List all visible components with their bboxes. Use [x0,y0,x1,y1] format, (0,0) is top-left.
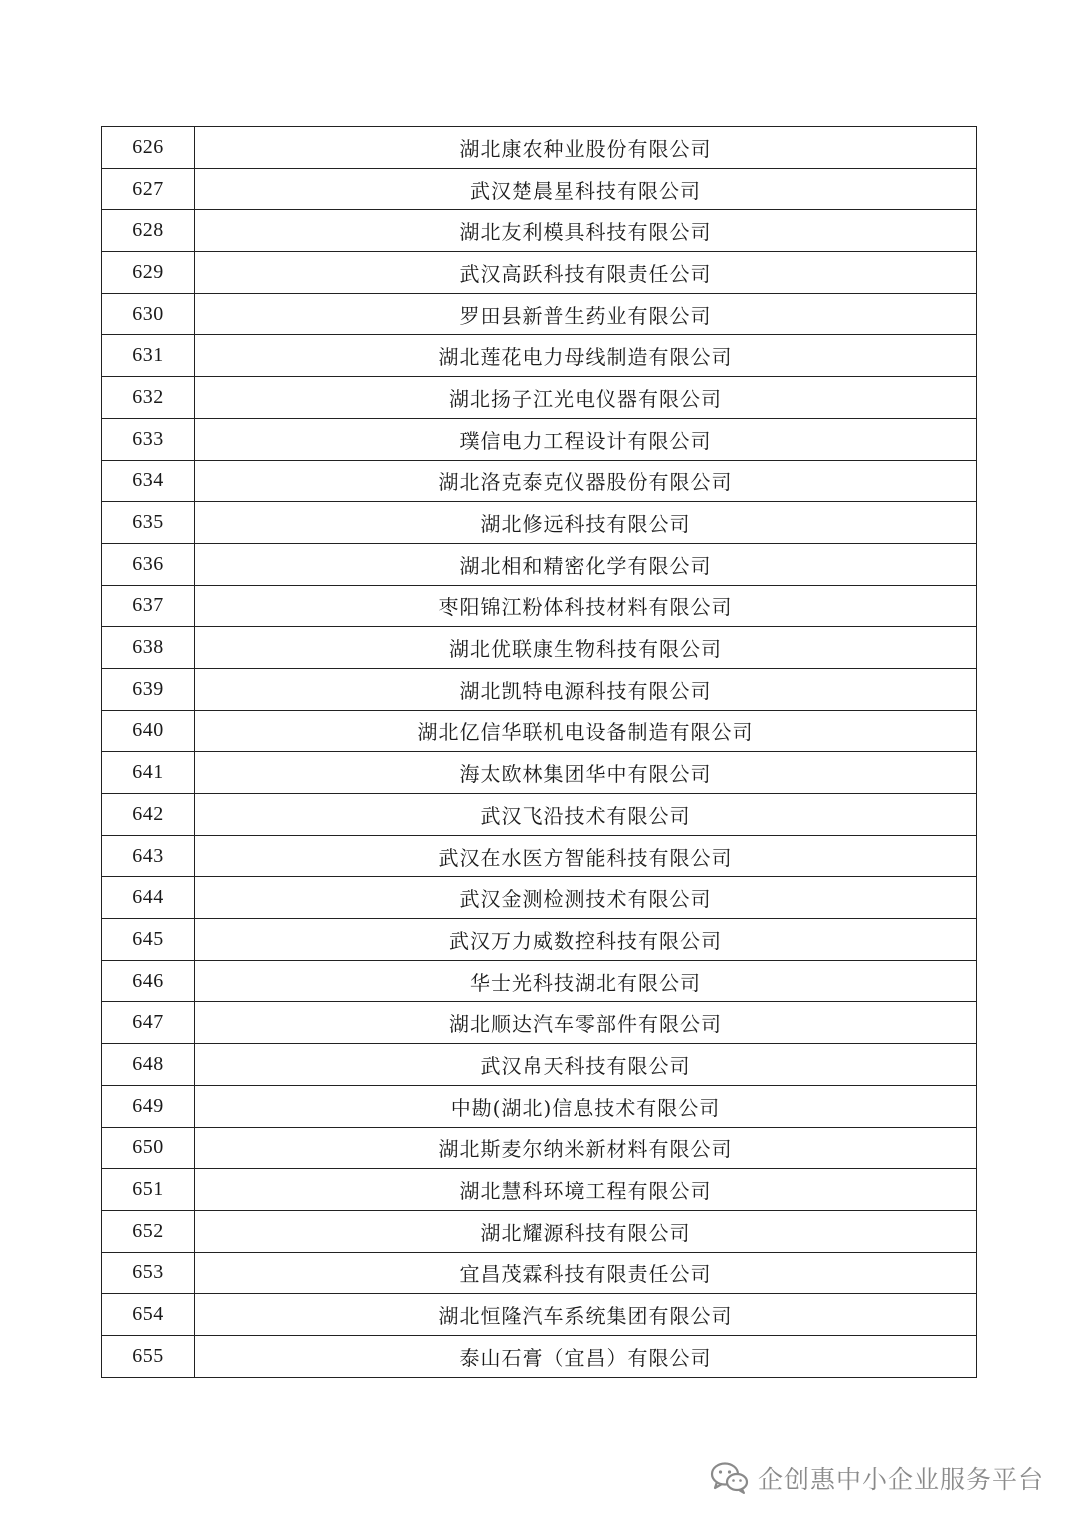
company-name: 湖北斯麦尔纳米新材料有限公司 [195,1127,977,1169]
company-name: 湖北洛克泰克仪器股份有限公司 [195,460,977,502]
company-name: 湖北恒隆汽车系统集团有限公司 [195,1294,977,1336]
company-name: 武汉在水医方智能科技有限公司 [195,835,977,877]
company-name: 宜昌茂霖科技有限责任公司 [195,1252,977,1294]
table-row [102,1252,977,1294]
table-row [102,794,977,836]
table-row [102,1294,977,1336]
company-name: 湖北扬子江光电仪器有限公司 [195,377,977,419]
row-number: 634 [102,460,195,502]
table-row [102,668,977,710]
row-number: 627 [102,168,195,210]
table-row [102,335,977,377]
company-name: 枣阳锦江粉体科技材料有限公司 [195,585,977,627]
table-row [102,1044,977,1086]
row-number: 655 [102,1335,195,1377]
row-number: 641 [102,752,195,794]
company-name: 湖北相和精密化学有限公司 [195,543,977,585]
table-row [102,1002,977,1044]
table-row [102,1335,977,1377]
row-number: 652 [102,1210,195,1252]
row-number: 650 [102,1127,195,1169]
company-name: 华士光科技湖北有限公司 [195,960,977,1002]
table-row [102,1169,977,1211]
table-row [102,293,977,335]
company-name: 海太欧林集团华中有限公司 [195,752,977,794]
row-number: 654 [102,1294,195,1336]
table-row [102,752,977,794]
table-row [102,710,977,752]
table-row [102,210,977,252]
row-number: 638 [102,627,195,669]
row-number: 640 [102,710,195,752]
table-row [102,1127,977,1169]
row-number: 648 [102,1044,195,1086]
row-number: 628 [102,210,195,252]
company-name: 湖北优联康生物科技有限公司 [195,627,977,669]
company-name: 泰山石膏（宜昌）有限公司 [195,1335,977,1377]
wechat-icon [710,1461,750,1495]
company-name: 湖北莲花电力母线制造有限公司 [195,335,977,377]
company-name: 璞信电力工程设计有限公司 [195,418,977,460]
table-row [102,418,977,460]
row-number: 635 [102,502,195,544]
company-list-table [101,126,977,1378]
company-name: 湖北凯特电源科技有限公司 [195,668,977,710]
table-row [102,252,977,294]
row-number: 646 [102,960,195,1002]
company-name: 武汉楚晨星科技有限公司 [195,168,977,210]
row-number: 630 [102,293,195,335]
table-row [102,460,977,502]
row-number: 626 [102,127,195,169]
row-number: 636 [102,543,195,585]
company-name: 湖北慧科环境工程有限公司 [195,1169,977,1211]
row-number: 639 [102,668,195,710]
row-number: 645 [102,919,195,961]
row-number: 651 [102,1169,195,1211]
company-name: 湖北友利模具科技有限公司 [195,210,977,252]
row-number: 642 [102,794,195,836]
company-list-body [102,127,977,1378]
row-number: 633 [102,418,195,460]
table-row [102,627,977,669]
table-row [102,877,977,919]
row-number: 631 [102,335,195,377]
company-name: 武汉帛天科技有限公司 [195,1044,977,1086]
row-number: 644 [102,877,195,919]
row-number: 653 [102,1252,195,1294]
company-name: 武汉高跃科技有限责任公司 [195,252,977,294]
company-name: 湖北耀源科技有限公司 [195,1210,977,1252]
table-row [102,168,977,210]
watermark-text: 企创惠中小企业服务平台 [757,1465,1044,1494]
table-row [102,835,977,877]
table-row [102,1210,977,1252]
watermark [710,1458,1044,1498]
row-number: 643 [102,835,195,877]
company-name: 武汉万力威数控科技有限公司 [195,919,977,961]
row-number: 649 [102,1085,195,1127]
table-row [102,960,977,1002]
company-name: 湖北亿信华联机电设备制造有限公司 [195,710,977,752]
company-name: 武汉飞沿技术有限公司 [195,794,977,836]
table-row [102,502,977,544]
table-row [102,377,977,419]
company-name: 中勘(湖北)信息技术有限公司 [195,1085,977,1127]
company-name: 罗田县新普生药业有限公司 [195,293,977,335]
table-row [102,1085,977,1127]
table-row [102,127,977,169]
row-number: 637 [102,585,195,627]
table-row [102,543,977,585]
company-name: 湖北康农种业股份有限公司 [195,127,977,169]
company-name: 武汉金测检测技术有限公司 [195,877,977,919]
row-number: 647 [102,1002,195,1044]
table-row [102,919,977,961]
table-row [102,585,977,627]
row-number: 632 [102,377,195,419]
company-name: 湖北顺达汽车零部件有限公司 [195,1002,977,1044]
company-name: 湖北修远科技有限公司 [195,502,977,544]
row-number: 629 [102,252,195,294]
